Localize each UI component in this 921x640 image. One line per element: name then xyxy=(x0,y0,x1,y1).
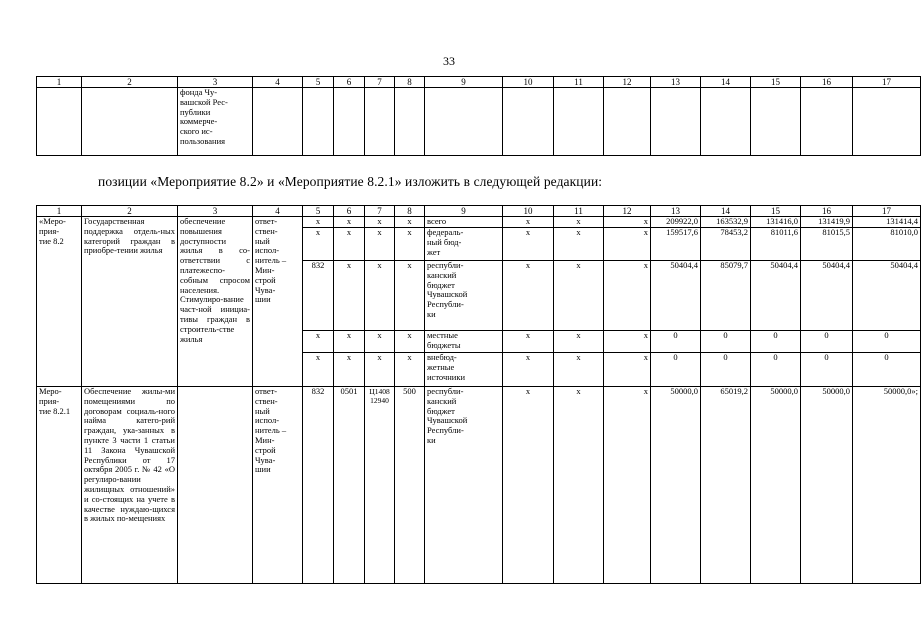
col-header: 17 xyxy=(853,77,921,88)
cell-value: 81015,5 xyxy=(801,228,853,261)
col-header: 10 xyxy=(503,206,554,217)
col-header: 5 xyxy=(303,206,334,217)
cell-text: фонда Чу- вашской Рес- публики коммерче- ского ис- пользования xyxy=(178,88,253,156)
page-number: 33 xyxy=(443,54,455,68)
cell-vr: x xyxy=(395,228,425,261)
cell-value: x xyxy=(554,353,604,387)
measure-title: Обеспечение жилы-ми помещениями по договорам социаль-ного найма катего-рий граждан, ука-занных в пункте 3 части 1 статьи 11 Закона Чувашской Республики от 17 октября 2005 г. № 42 «О регулиро-вании жилищных отношений» и со-стоящих на учете в качестве нуждаю-щихся в жилых по-мещениях xyxy=(82,387,178,584)
table-row xyxy=(37,387,921,584)
cell-source: всего xyxy=(425,217,503,228)
cell-vr: x xyxy=(395,331,425,353)
cell-value: 50404,4 xyxy=(801,261,853,331)
cell-value: 0 xyxy=(853,353,921,387)
col-header: 3 xyxy=(178,77,253,88)
cell-value: 131416,0 xyxy=(751,217,801,228)
cell-rzpr: x xyxy=(334,261,365,331)
cell-value: 50000,0»; xyxy=(853,387,921,584)
cell-value: x xyxy=(604,331,651,353)
cell-source: республи- канский бюджет Чувашской Республи- ки xyxy=(425,387,503,584)
cell-value: x xyxy=(503,387,554,584)
col-header: 14 xyxy=(701,206,751,217)
cell-value: 0 xyxy=(701,331,751,353)
col-header: 11 xyxy=(554,77,604,88)
table-row xyxy=(37,88,921,156)
cell-csr: x xyxy=(365,228,395,261)
cell-value: 209922,0 xyxy=(651,217,701,228)
col-header: 7 xyxy=(365,206,395,217)
cell-value: 131419,9 xyxy=(801,217,853,228)
measure-id: «Меро- прия- тие 8.2 xyxy=(37,217,82,387)
col-header: 4 xyxy=(253,206,303,217)
col-header: 13 xyxy=(651,77,701,88)
cell-rzpr: x xyxy=(334,228,365,261)
cell-vr: x xyxy=(395,353,425,387)
col-header: 8 xyxy=(395,77,425,88)
col-header: 16 xyxy=(801,206,853,217)
cell-csr: x xyxy=(365,261,395,331)
cell-value: 0 xyxy=(651,331,701,353)
cell-value: 0 xyxy=(751,331,801,353)
cell-value: 131414,4 xyxy=(853,217,921,228)
cell-value: 50404,4 xyxy=(651,261,701,331)
table-row xyxy=(37,217,921,228)
col-header: 6 xyxy=(334,77,365,88)
cell-value: 0 xyxy=(801,331,853,353)
cell-grbs: x xyxy=(303,228,334,261)
col-header: 1 xyxy=(37,77,82,88)
col-header: 7 xyxy=(365,77,395,88)
cell-grbs: 832 xyxy=(303,261,334,331)
cell-value: 0 xyxy=(853,331,921,353)
measure-executor: ответ- ствен- ный испол- нитель – Мин- строй Чува- шии xyxy=(253,217,303,387)
measure-executor: ответ- ствен- ный испол- нитель – Мин- строй Чува- шии xyxy=(253,387,303,584)
cell-value: 65019,2 xyxy=(701,387,751,584)
cell-value: x xyxy=(554,331,604,353)
cell-value: x xyxy=(604,228,651,261)
col-header: 2 xyxy=(82,77,178,88)
col-header: 10 xyxy=(503,77,554,88)
cell-value: 85079,7 xyxy=(701,261,751,331)
cell-value: x xyxy=(503,331,554,353)
cell-value: 50000,0 xyxy=(801,387,853,584)
cell-rzpr: x xyxy=(334,331,365,353)
col-header: 11 xyxy=(554,206,604,217)
col-header: 12 xyxy=(604,206,651,217)
cell-csr: x xyxy=(365,217,395,228)
measure-id: Меро- прия- тие 8.2.1 xyxy=(37,387,82,584)
cell-grbs: x xyxy=(303,217,334,228)
cell-value: x xyxy=(604,353,651,387)
column-header-row xyxy=(37,206,921,217)
col-header: 14 xyxy=(701,77,751,88)
col-header: 15 xyxy=(751,206,801,217)
cell-vr: x xyxy=(395,217,425,228)
cell-value: 163532,9 xyxy=(701,217,751,228)
cell-value: 0 xyxy=(701,353,751,387)
cell-value: x xyxy=(554,228,604,261)
cell-value: x xyxy=(604,261,651,331)
continuation-table xyxy=(36,76,921,156)
cell-value: 50404,4 xyxy=(853,261,921,331)
cell-rzpr: x xyxy=(334,217,365,228)
measure-title: Государственная поддержка отдель-ных категорий граждан в приобре-тении жилья xyxy=(82,217,178,387)
cell-value: x xyxy=(604,387,651,584)
column-header-row xyxy=(37,77,921,88)
cell-value: 78453,2 xyxy=(701,228,751,261)
cell-value: x xyxy=(503,353,554,387)
cell-vr: 500 xyxy=(395,387,425,584)
col-header: 15 xyxy=(751,77,801,88)
cell-value: x xyxy=(604,217,651,228)
cell-value: 0 xyxy=(801,353,853,387)
cell-source: местные бюджеты xyxy=(425,331,503,353)
cell-value: x xyxy=(503,228,554,261)
measure-goal: обеспечение повышения доступности жилья в со-ответствии с платежеспо-собным спросом населения. Стимулиро-вание част-ной инициа-тивы граждан в строитель-стве жилья xyxy=(178,217,253,387)
col-header: 4 xyxy=(253,77,303,88)
cell-value: 50404,4 xyxy=(751,261,801,331)
col-header: 2 xyxy=(82,206,178,217)
cell-csr: x xyxy=(365,353,395,387)
cell-value: 50000,0 xyxy=(751,387,801,584)
cell-rzpr: 0501 xyxy=(334,387,365,584)
cell-value: 0 xyxy=(751,353,801,387)
col-header: 8 xyxy=(395,206,425,217)
amendment-caption: позиции «Мероприятие 8.2» и «Мероприятие 8.2.1» изложить в следующей редакции: xyxy=(98,174,603,189)
col-header: 12 xyxy=(604,77,651,88)
cell-value: x xyxy=(554,217,604,228)
cell-value: 81010,0 xyxy=(853,228,921,261)
amendment-table xyxy=(36,205,921,584)
cell-grbs: x xyxy=(303,331,334,353)
col-header: 9 xyxy=(425,77,503,88)
cell-grbs: x xyxy=(303,353,334,387)
cell-rzpr: x xyxy=(334,353,365,387)
cell-grbs: 832 xyxy=(303,387,334,584)
cell-value: x xyxy=(554,261,604,331)
col-header: 3 xyxy=(178,206,253,217)
col-header: 17 xyxy=(853,206,921,217)
cell-source: внебюд- жетные источники xyxy=(425,353,503,387)
col-header: 13 xyxy=(651,206,701,217)
cell-value: 0 xyxy=(651,353,701,387)
cell-value: 50000,0 xyxy=(651,387,701,584)
cell-value: x xyxy=(503,217,554,228)
cell-value: x xyxy=(554,387,604,584)
cell-source: федераль- ный бюд- жет xyxy=(425,228,503,261)
cell-value: 81011,6 xyxy=(751,228,801,261)
col-header: 16 xyxy=(801,77,853,88)
cell-source: республи- канский бюджет Чувашской Республи- ки xyxy=(425,261,503,331)
cell-vr: x xyxy=(395,261,425,331)
col-header: 1 xyxy=(37,206,82,217)
col-header: 9 xyxy=(425,206,503,217)
cell-csr: x xyxy=(365,331,395,353)
cell-value: 159517,6 xyxy=(651,228,701,261)
col-header: 5 xyxy=(303,77,334,88)
col-header: 6 xyxy=(334,206,365,217)
cell-csr: Ц1408 12940 xyxy=(365,387,395,584)
cell-value: x xyxy=(503,261,554,331)
